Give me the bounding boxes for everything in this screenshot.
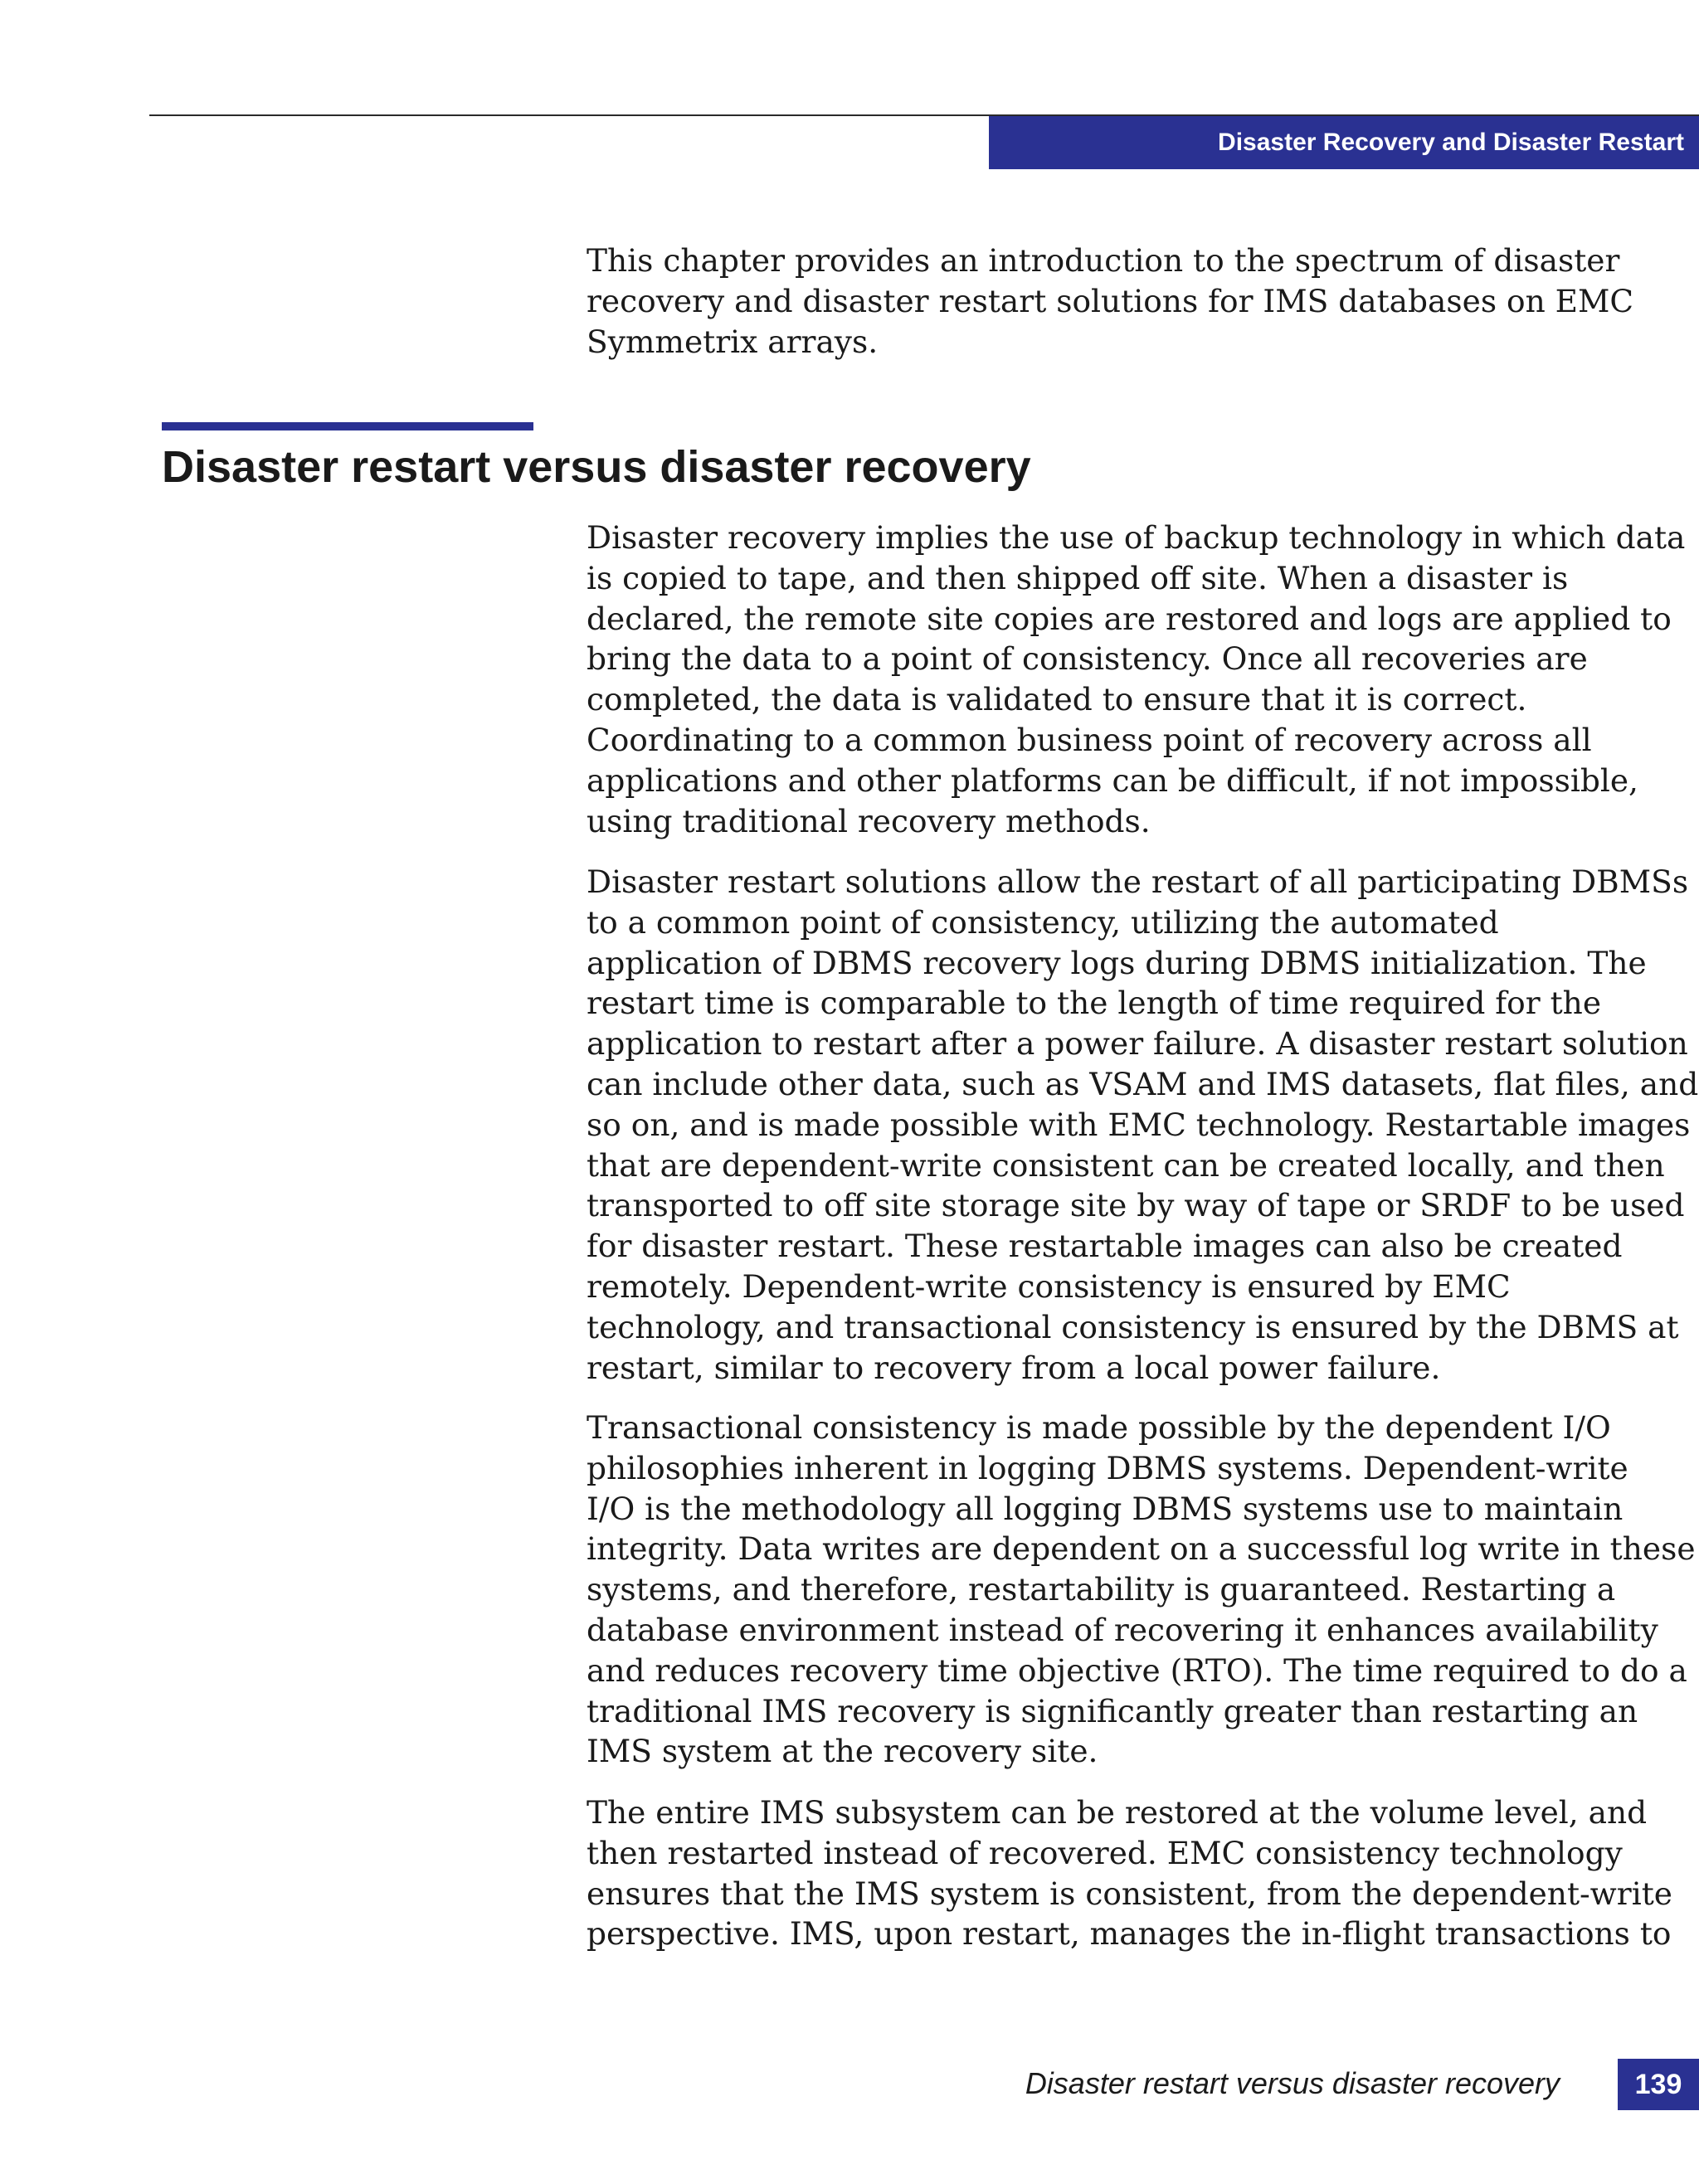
text-line: restart, similar to recovery from a local power failure.	[587, 1349, 1441, 1386]
text-line: application to restart after a power failure. A disaster restart solution	[587, 1025, 1688, 1063]
text-line: integrity. Data writes are dependent on a successful log write in these	[587, 1530, 1696, 1568]
text-line: for disaster restart. These restartable images can also be created	[587, 1228, 1623, 1265]
page-number: 139	[1618, 2059, 1699, 2110]
text-line: recovery and disaster restart solutions for IMS databases on EMC	[587, 282, 1634, 319]
text-line: database environment instead of recovering it enhances availability	[587, 1611, 1658, 1648]
text-line: is copied to tape, and then shipped off site. When a disaster is	[587, 559, 1569, 596]
text-line: completed, the data is validated to ensure that it is correct.	[587, 681, 1527, 718]
text-line: then restarted instead of recovered. EMC consistency technology	[587, 1834, 1623, 1871]
text-line: IMS system at the recovery site.	[587, 1733, 1098, 1770]
text-line: This chapter provides an introduction to the spectrum of disaster	[587, 242, 1620, 279]
text-line: The entire IMS subsystem can be restored at the volume level, and	[587, 1794, 1648, 1831]
text-line: perspective. IMS, upon restart, manages the in-flight transactions to	[587, 1915, 1672, 1953]
text-line: traditional IMS recovery is significantly greater than restarting an	[587, 1692, 1638, 1729]
text-line: technology, and transactional consistency is ensured by the DBMS at	[587, 1308, 1679, 1345]
text-line: can include other data, such as VSAM and IMS datasets, flat files, and	[587, 1065, 1699, 1102]
text-line: to a common point of consistency, utilizing the automated	[587, 903, 1499, 941]
body-paragraph-4	[587, 1792, 1672, 1954]
text-line: Coordinating to a common business point of recovery across all	[587, 721, 1592, 758]
section-heading: Disaster restart versus disaster recovery	[162, 442, 1031, 492]
text-line: transported to off site storage site by way of tape or SRDF to be used	[587, 1187, 1685, 1224]
text-line: restart time is comparable to the length of time required for the	[587, 985, 1602, 1022]
body-paragraph-2	[587, 862, 1699, 1388]
text-line: remotely. Dependent-write consistency is ensured by EMC	[587, 1267, 1511, 1305]
chapter-header: Disaster Recovery and Disaster Restart	[989, 116, 1699, 169]
body-paragraph-3	[587, 1408, 1696, 1772]
text-line: I/O is the methodology all logging DBMS systems use to maintain	[587, 1490, 1624, 1527]
footer-running-title: Disaster restart versus disaster recovery	[1025, 2066, 1560, 2100]
section-heading-bar	[162, 422, 533, 430]
text-line: philosophies inherent in logging DBMS systems. Dependent-write	[587, 1449, 1628, 1486]
intro-paragraph	[587, 241, 1632, 362]
text-line: that are dependent-write consistent can be created locally, and then	[587, 1146, 1665, 1184]
text-line: ensures that the IMS system is consistent, from the dependent-write	[587, 1875, 1672, 1912]
text-line: Disaster restart solutions allow the restart of all participating DBMSs	[587, 863, 1689, 900]
text-line: Symmetrix arrays.	[587, 323, 879, 360]
text-line: applications and other platforms can be difficult, if not impossible,	[587, 761, 1638, 799]
body-paragraph-1	[587, 518, 1686, 841]
text-line: application of DBMS recovery logs during DBMS initialization. The	[587, 944, 1647, 981]
text-line: bring the data to a point of consistency. Once all recoveries are	[587, 640, 1588, 678]
text-line: Disaster recovery implies the use of backup technology in which data	[587, 519, 1686, 556]
text-line: declared, the remote site copies are restored and logs are applied to	[587, 600, 1672, 637]
text-line: and reduces recovery time objective (RTO). The time required to do a	[587, 1651, 1687, 1689]
text-line: using traditional recovery methods.	[587, 802, 1151, 839]
text-line: Transactional consistency is made possible by the dependent I/O	[587, 1409, 1611, 1446]
text-line: so on, and is made possible with EMC technology. Restartable images	[587, 1106, 1691, 1143]
text-line: systems, and therefore, restartability is guaranteed. Restarting a	[587, 1571, 1616, 1608]
